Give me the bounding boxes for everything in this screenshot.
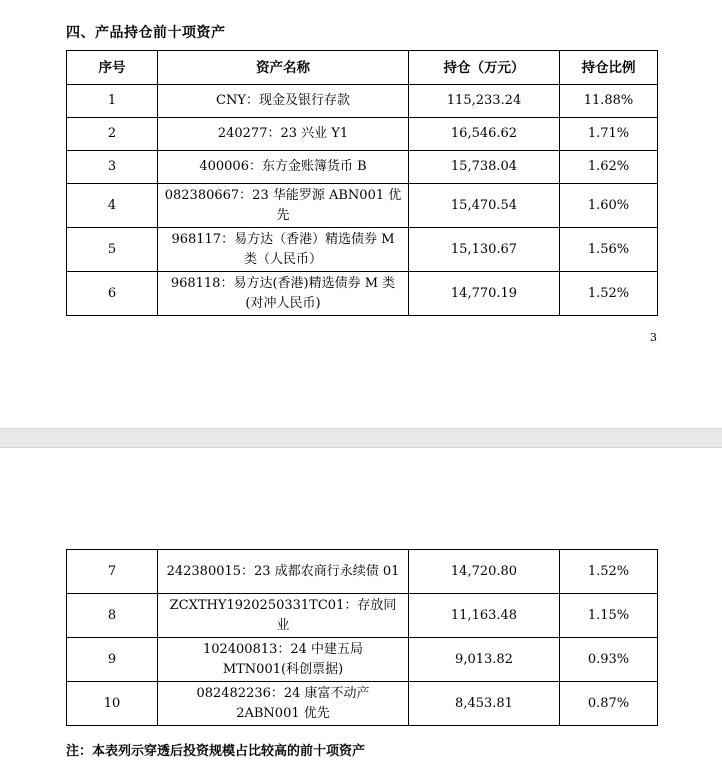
row-index: 7 xyxy=(67,550,158,594)
row-asset-name: 082482236：24 康富不动产 2ABN001 优先 xyxy=(158,682,409,726)
page-number: 3 xyxy=(650,331,657,344)
table-row xyxy=(67,184,658,228)
row-asset-name: 240277：23 兴业 Y1 xyxy=(158,118,409,151)
row-ratio: 1.52% xyxy=(560,272,658,316)
table-row xyxy=(67,682,658,726)
row-ratio: 1.71% xyxy=(560,118,658,151)
row-index: 4 xyxy=(67,184,158,228)
row-asset-name: 102400813：24 中建五局 MTN001(科创票据) xyxy=(158,638,409,682)
row-asset-name: 082380667：23 华能罗源 ABN001 优先 xyxy=(158,184,409,228)
page-break-separator xyxy=(0,428,722,448)
table-row xyxy=(67,85,658,118)
header-ratio: 持仓比例 xyxy=(560,51,658,85)
row-index: 2 xyxy=(67,118,158,151)
row-ratio: 0.93% xyxy=(560,638,658,682)
row-asset-name: ZCXTHY1920250331TC01：存放同业 xyxy=(158,594,409,638)
table-row xyxy=(67,228,658,272)
row-holding: 16,546.62 xyxy=(409,118,560,151)
row-ratio: 0.87% xyxy=(560,682,658,726)
header-index: 序号 xyxy=(67,51,158,85)
row-ratio: 1.52% xyxy=(560,550,658,594)
holdings-table xyxy=(66,50,658,316)
row-asset-name: 400006：东方金账簿货币 B xyxy=(158,151,409,184)
row-ratio: 11.88% xyxy=(560,85,658,118)
table-header-row xyxy=(67,51,658,85)
row-holding: 11,163.48 xyxy=(409,594,560,638)
row-index: 5 xyxy=(67,228,158,272)
row-index: 6 xyxy=(67,272,158,316)
row-holding: 15,470.54 xyxy=(409,184,560,228)
row-ratio: 1.15% xyxy=(560,594,658,638)
row-index: 1 xyxy=(67,85,158,118)
row-index: 8 xyxy=(67,594,158,638)
row-holding: 9,013.82 xyxy=(409,638,560,682)
header-asset-name: 资产名称 xyxy=(158,51,409,85)
row-index: 3 xyxy=(67,151,158,184)
table-row xyxy=(67,118,658,151)
row-holding: 8,453.81 xyxy=(409,682,560,726)
table-row xyxy=(67,638,658,682)
row-asset-name: 242380015：23 成都农商行永续债 01 xyxy=(158,550,409,594)
row-asset-name: 968117：易方达（香港）精选债券 M 类（人民币） xyxy=(158,228,409,272)
holdings-table-continued xyxy=(66,549,658,726)
row-asset-name: CNY：现金及银行存款 xyxy=(158,85,409,118)
row-holding: 14,770.19 xyxy=(409,272,560,316)
row-ratio: 1.60% xyxy=(560,184,658,228)
row-asset-name: 968118：易方达(香港)精选债券 M 类(对冲人民币) xyxy=(158,272,409,316)
table-row xyxy=(67,151,658,184)
section-title: 四、产品持仓前十项资产 xyxy=(66,25,226,41)
row-index: 9 xyxy=(67,638,158,682)
row-holding: 15,738.04 xyxy=(409,151,560,184)
document-page-lower xyxy=(0,448,722,782)
header-holding: 持仓（万元） xyxy=(409,51,560,85)
table-footnote: 注：本表列示穿透后投资规模占比较高的前十项资产 xyxy=(66,744,366,759)
row-holding: 15,130.67 xyxy=(409,228,560,272)
row-ratio: 1.56% xyxy=(560,228,658,272)
table-row xyxy=(67,550,658,594)
row-index: 10 xyxy=(67,682,158,726)
row-holding: 115,233.24 xyxy=(409,85,560,118)
row-ratio: 1.62% xyxy=(560,151,658,184)
table-row xyxy=(67,594,658,638)
table-row xyxy=(67,272,658,316)
row-holding: 14,720.80 xyxy=(409,550,560,594)
